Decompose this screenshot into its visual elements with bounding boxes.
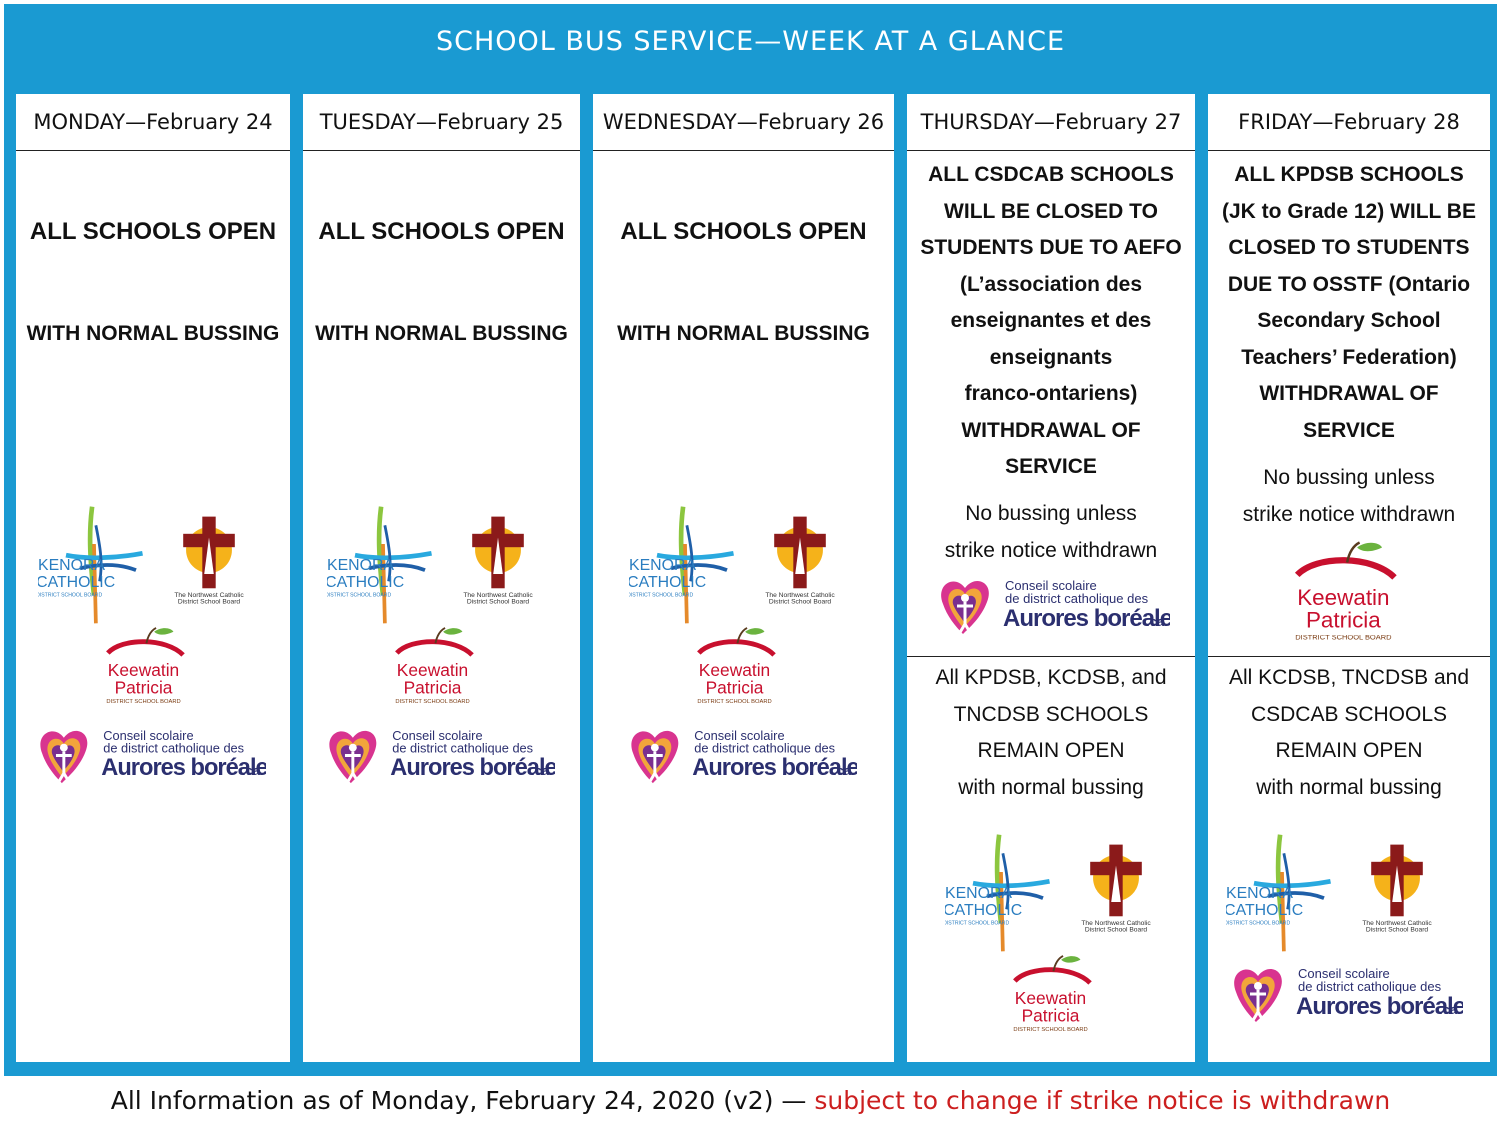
kenora-catholic-logo	[38, 504, 150, 626]
day-header: WEDNESDAY—February 26	[593, 94, 894, 151]
bussing-note: No bussing unless strike notice withdrawn	[944, 502, 1158, 562]
footer-text: All Information as of Monday, February 24, 2020 (v2) —	[110, 1086, 815, 1115]
aurores-boreales-logo	[1228, 962, 1463, 1027]
keewatin-patricia-logo	[1005, 954, 1097, 1036]
section-divider	[907, 656, 1195, 657]
status-line: ALL SCHOOLS OPEN	[318, 218, 565, 245]
northwest-catholic-logo	[166, 516, 252, 608]
day-header: MONDAY—February 24	[16, 94, 290, 151]
day-column-wednesday	[593, 94, 894, 1062]
day-header: THURSDAY—February 27	[907, 94, 1195, 151]
footer-note	[0, 1076, 1501, 1118]
day-column-tuesday	[303, 94, 580, 1062]
day-column-thursday	[907, 94, 1195, 1062]
kenora-catholic-logo	[1226, 832, 1338, 954]
open-notice: All KCDSB, TNCDSB and CSDCAB SCHOOLS REMAIN OPEN with normal bussing	[1228, 666, 1470, 799]
open-notice: All KPDSB, KCDSB, and TNCDSB SCHOOLS REMAIN OPEN with normal bussing	[935, 666, 1167, 799]
status-line: ALL SCHOOLS OPEN	[620, 218, 867, 245]
footer-warning: subject to change if strike notice is withdrawn	[814, 1086, 1391, 1115]
day-column-monday	[16, 94, 290, 1062]
aurores-boreales-logo	[323, 724, 555, 788]
closure-notice: ALL KPDSB SCHOOLS (JK to Grade 12) WILL BE CLOSED TO STUDENTS DUE TO OSSTF (Ontario Secondary School Teachers’ Federation) WITHDRAWAL OF SERVICE	[1222, 163, 1476, 442]
bussing-note: No bussing unless strike notice withdrawn	[1242, 466, 1456, 526]
bussing-line: WITH NORMAL BUSSING	[315, 322, 568, 345]
kenora-catholic-logo	[945, 832, 1057, 954]
day-header: TUESDAY—February 25	[303, 94, 580, 151]
northwest-catholic-logo	[757, 516, 843, 608]
northwest-catholic-logo	[1073, 844, 1159, 936]
bussing-line: WITH NORMAL BUSSING	[617, 322, 870, 345]
northwest-catholic-logo	[455, 516, 541, 608]
keewatin-patricia-logo	[1284, 540, 1404, 646]
page-title: SCHOOL BUS SERVICE—WEEK AT A GLANCE	[435, 26, 1066, 57]
keewatin-patricia-logo	[689, 626, 781, 708]
aurores-boreales-logo	[625, 724, 857, 788]
day-column-friday	[1208, 94, 1490, 1062]
kenora-catholic-logo	[629, 504, 741, 626]
status-line: ALL SCHOOLS OPEN	[29, 218, 277, 245]
section-divider	[1208, 656, 1490, 657]
keewatin-patricia-logo	[98, 626, 190, 708]
aurores-boreales-logo	[34, 724, 266, 788]
closure-notice: ALL CSDCAB SCHOOLS WILL BE CLOSED TO STUDENTS DUE TO AEFO (L’association des enseignantes et des enseignants franco-ontariens) WITHDRAWAL OF SERVICE	[920, 163, 1182, 478]
bussing-line: WITH NORMAL BUSSING	[26, 322, 280, 345]
kenora-catholic-logo	[327, 504, 439, 626]
aurores-boreales-logo	[935, 574, 1170, 639]
day-header: FRIDAY—February 28	[1208, 94, 1490, 151]
keewatin-patricia-logo	[387, 626, 479, 708]
northwest-catholic-logo	[1354, 844, 1440, 936]
